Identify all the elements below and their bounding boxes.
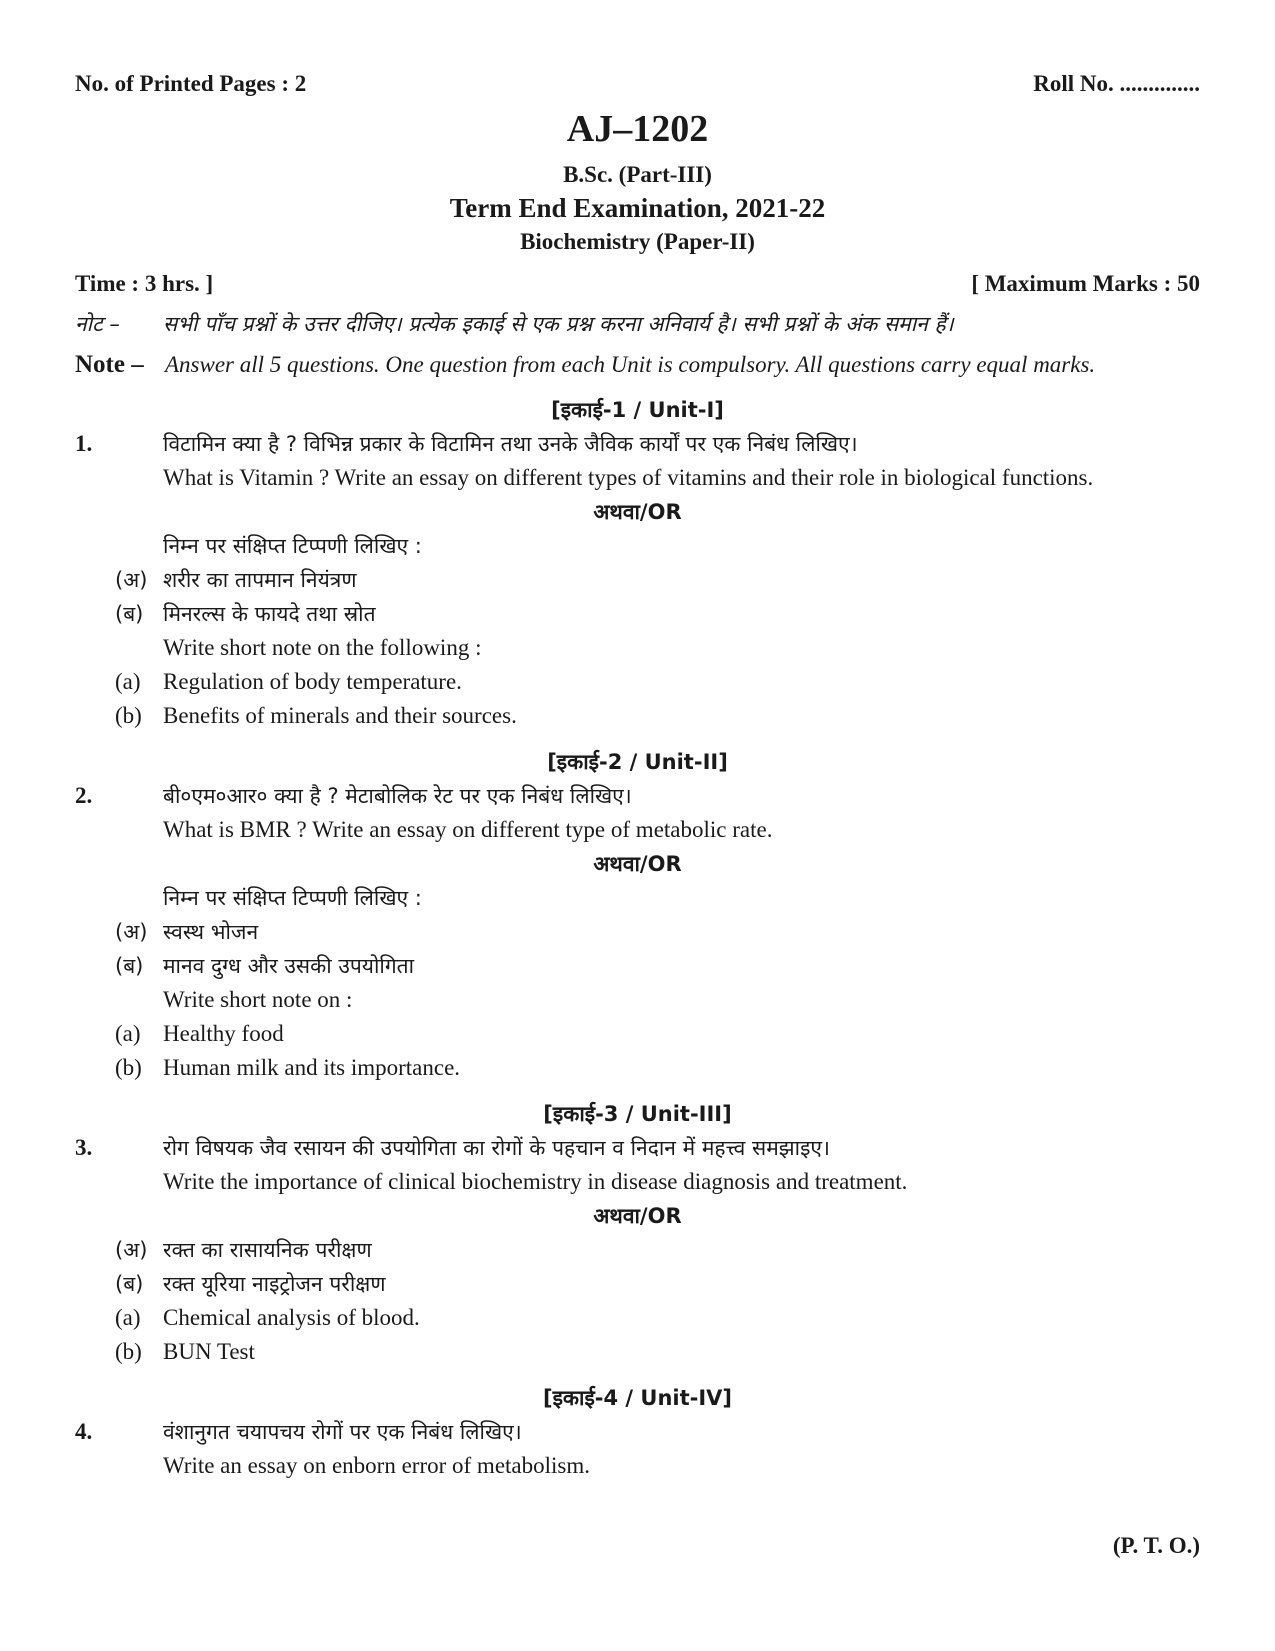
unit-4-heading: [इकाई-4 / Unit-IV]	[542, 1386, 733, 1410]
or-divider: अथवा/OR	[593, 852, 682, 876]
alt-marker: (ब)	[115, 1272, 144, 1296]
alt-text: मानव दुग्ध और उसकी उपयोगिता	[163, 954, 415, 978]
alt-text: रक्त का रासायनिक परीक्षण	[163, 1238, 372, 1262]
or-divider: अथवा/OR	[593, 500, 682, 524]
alt-intro-hindi: निम्न पर संक्षिप्त टिप्पणी लिखिए :	[163, 534, 422, 558]
question-english: Write the importance of clinical biochemistry in disease diagnosis and treatment.	[163, 1169, 908, 1194]
alt-text: शरीर का तापमान नियंत्रण	[163, 568, 357, 592]
or-divider: अथवा/OR	[593, 1204, 682, 1228]
subject-title: Biochemistry (Paper-II)	[520, 229, 755, 254]
alt-text: Regulation of body temperature.	[163, 669, 462, 694]
unit-2-heading: [इकाई-2 / Unit-II]	[547, 750, 728, 774]
question-3	[75, 1131, 1200, 1165]
alt-marker: (b)	[115, 1055, 142, 1080]
alt-text: स्वस्थ भोजन	[163, 920, 259, 944]
hindi-note-label: नोट –	[75, 312, 120, 336]
question-number: 4.	[75, 1419, 93, 1444]
alt-marker: (b)	[115, 1339, 142, 1364]
alt-item	[75, 949, 1200, 983]
exam-title: Term End Examination, 2021-22	[449, 193, 826, 223]
alt-marker: (अ)	[115, 568, 148, 592]
alt-marker: (a)	[115, 1021, 141, 1046]
alt-marker: (a)	[115, 1305, 141, 1330]
alt-marker: (ब)	[115, 954, 144, 978]
question-number: 3.	[75, 1135, 93, 1160]
unit-3-heading: [इकाई-3 / Unit-III]	[543, 1102, 732, 1126]
alt-item	[75, 1017, 1200, 1051]
question-english: Write an essay on enborn error of metabolism.	[163, 1453, 590, 1478]
hindi-note-text: सभी पाँच प्रश्नों के उत्तर दीजिए। प्रत्येक इकाई से एक प्रश्न करना अनिवार्य है। सभी प्रश्नों के अंक समान हैं।	[163, 312, 954, 336]
alt-item	[75, 1051, 1200, 1085]
question-4	[75, 1415, 1200, 1449]
question-english: What is Vitamin ? Write an essay on different types of vitamins and their role in biological functions.	[163, 465, 1094, 490]
alt-item	[75, 563, 1200, 597]
alt-marker: (अ)	[115, 1238, 148, 1262]
alt-intro-hindi: निम्न पर संक्षिप्त टिप्पणी लिखिए :	[163, 886, 422, 910]
alt-text: BUN Test	[163, 1339, 255, 1364]
course-name: B.Sc. (Part-III)	[563, 162, 712, 187]
english-note-label: Note –	[75, 351, 144, 378]
time-allowed: Time : 3 hrs. ]	[75, 271, 214, 296]
alt-marker: (a)	[115, 669, 141, 694]
alt-item	[75, 699, 1200, 733]
alt-text: रक्त यूरिया नाइट्रोजन परीक्षण	[163, 1272, 386, 1296]
roll-no: Roll No. ..............	[1033, 71, 1200, 96]
unit-1-heading: [इकाई-1 / Unit-I]	[551, 398, 724, 422]
alt-intro-english: Write short note on :	[163, 987, 353, 1012]
max-marks: [ Maximum Marks : 50	[971, 271, 1200, 296]
alt-text: Healthy food	[163, 1021, 284, 1046]
alt-intro-english: Write short note on the following :	[163, 635, 482, 660]
alt-item	[75, 1233, 1200, 1267]
question-english: What is BMR ? Write an essay on different type of metabolic rate.	[163, 817, 773, 842]
alt-text: मिनरल्स के फायदे तथा स्रोत	[163, 602, 376, 626]
question-hindi: रोग विषयक जैव रसायन की उपयोगिता का रोगों के पहचान व निदान में महत्त्व समझाइए।	[163, 1136, 830, 1160]
alt-text: Benefits of minerals and their sources.	[163, 703, 517, 728]
alt-item	[75, 597, 1200, 631]
alt-marker: (अ)	[115, 920, 148, 944]
alt-item	[75, 1267, 1200, 1301]
question-hindi: विटामिन क्या है ? विभिन्न प्रकार के विटामिन तथा उनके जैविक कार्यों पर एक निबंध लिखिए।	[163, 432, 858, 456]
alt-item	[75, 1335, 1200, 1369]
printed-pages: No. of Printed Pages : 2	[75, 71, 307, 96]
question-2	[75, 779, 1200, 813]
alt-text: Chemical analysis of blood.	[163, 1305, 420, 1330]
time-marks-row	[75, 268, 1200, 300]
alt-item	[75, 915, 1200, 949]
alt-marker: (b)	[115, 703, 142, 728]
alt-item	[75, 1301, 1200, 1335]
top-row	[75, 68, 1200, 100]
question-hindi: वंशानुगत चयापचय रोगों पर एक निबंध लिखिए।	[163, 1420, 522, 1444]
alt-item	[75, 665, 1200, 699]
question-number: 2.	[75, 783, 93, 808]
alt-marker: (ब)	[115, 602, 144, 626]
hindi-note	[75, 308, 1200, 340]
english-note-text: Answer all 5 questions. One question from each Unit is compulsory. All questions carry equal marks.	[165, 352, 1096, 377]
pto-label: (P. T. O.)	[1112, 1533, 1200, 1558]
question-1	[75, 427, 1200, 461]
question-number: 1.	[75, 431, 93, 456]
question-hindi: बी०एम०आर० क्या है ? मेटाबोलिक रेट पर एक निबंध लिखिए।	[163, 784, 632, 808]
alt-text: Human milk and its importance.	[163, 1055, 461, 1080]
paper-code: AJ–1202	[566, 108, 709, 150]
english-note	[75, 348, 1200, 381]
